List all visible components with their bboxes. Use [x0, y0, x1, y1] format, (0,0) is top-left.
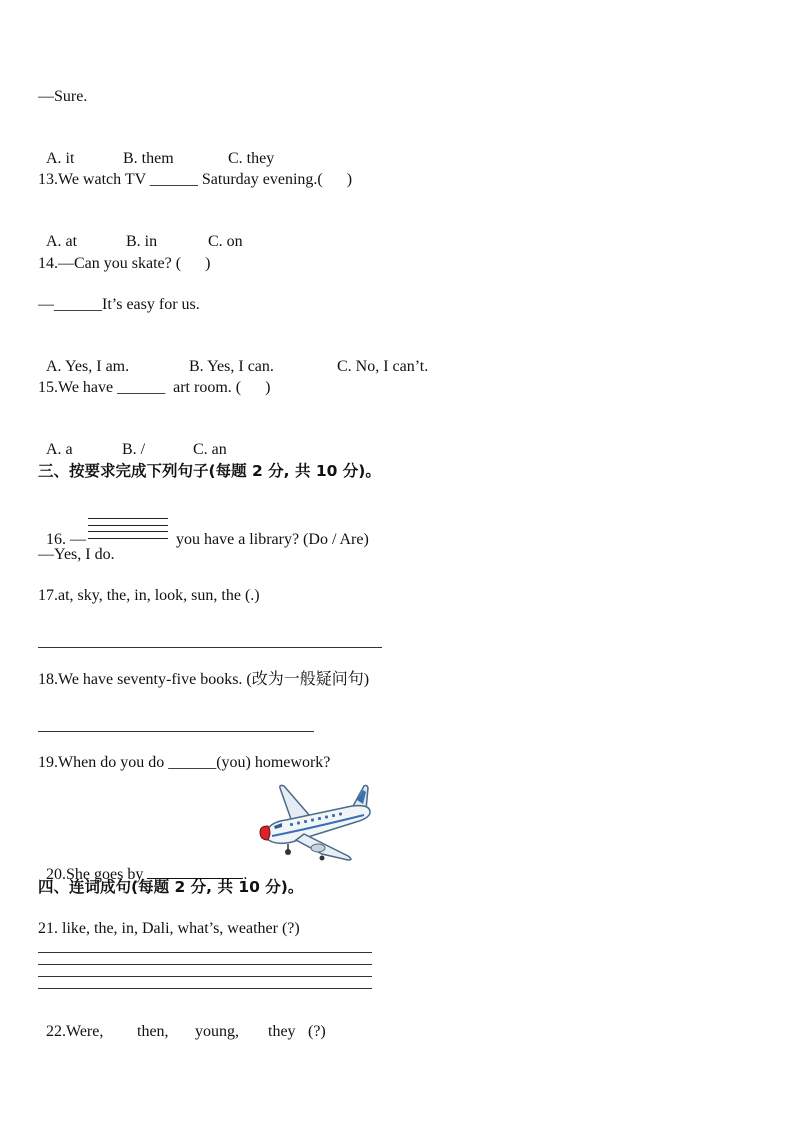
q22-question: [38, 1002, 326, 1042]
q14-option-b[interactable]: B. Yes, I can.: [189, 358, 274, 375]
q16-question: [38, 508, 369, 550]
q13-options: [38, 212, 243, 252]
airplane-icon: [252, 782, 378, 862]
q16-suffix: you have a library? (Do / Are): [176, 531, 369, 548]
q12-option-a[interactable]: A. it: [46, 150, 75, 167]
q18-answer-line[interactable]: [38, 731, 314, 732]
q22-word-3: young,: [195, 1023, 239, 1040]
q22-word-5: (?): [308, 1023, 326, 1040]
q14-reply: —______It’s easy for us.: [38, 296, 200, 313]
section-4-heading: 四、连词成句(每题 2 分, 共 10 分)。: [38, 878, 304, 896]
q12-reply: —Sure.: [38, 88, 88, 105]
section-3-heading: 三、按要求完成下列句子(每题 2 分, 共 10 分)。: [38, 462, 381, 480]
q21-writing-lines[interactable]: [38, 950, 372, 990]
q12-options: [38, 129, 274, 169]
q20-prefix: 20.She goes by: [46, 866, 144, 883]
q12-option-b[interactable]: B. them: [123, 150, 174, 167]
q22-word-4: they: [268, 1023, 296, 1040]
q15-options: [38, 420, 227, 460]
q13-question: 13.We watch TV ______ Saturday evening.( ): [38, 171, 353, 188]
q14-option-c[interactable]: C. No, I can’t.: [337, 358, 429, 375]
q14-options: [38, 337, 428, 377]
q14-question: 14.—Can you skate? ( ): [38, 255, 211, 272]
q21-question: 21. like, the, in, Dali, what’s, weather (?): [38, 920, 300, 937]
q13-option-b[interactable]: B. in: [126, 233, 158, 250]
q19-question: 19.When do you do ______(you) homework?: [38, 754, 331, 771]
q18-question: 18.We have seventy-five books. (改为一般疑问句): [38, 671, 370, 688]
q22-word-1: 22.Were,: [46, 1023, 104, 1040]
q17-answer-line[interactable]: [38, 647, 382, 648]
q15-option-b[interactable]: B. /: [122, 441, 146, 458]
q15-question: 15.We have ______ art room. ( ): [38, 379, 271, 396]
q16-reply: —Yes, I do.: [38, 546, 115, 563]
q15-option-c[interactable]: C. an: [193, 441, 227, 458]
q14-option-a[interactable]: A. Yes, I am.: [46, 358, 130, 375]
q13-option-a[interactable]: A. at: [46, 233, 78, 250]
q16-prefix: 16. —: [46, 531, 86, 548]
q20-suffix: .: [243, 866, 248, 883]
q22-word-2: then,: [137, 1023, 169, 1040]
q12-option-c[interactable]: C. they: [228, 150, 275, 167]
q17-question: 17.at, sky, the, in, look, sun, the (.): [38, 587, 260, 604]
q15-option-a[interactable]: A. a: [46, 441, 73, 458]
q13-option-c[interactable]: C. on: [208, 233, 243, 250]
